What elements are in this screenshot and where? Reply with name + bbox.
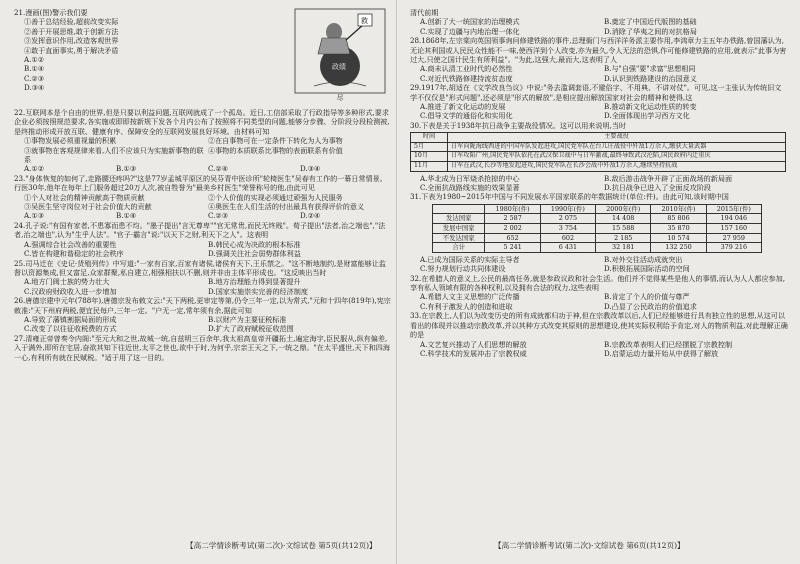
q31-cell: 379 216 xyxy=(706,243,761,253)
q31-cell: 602 xyxy=(540,233,595,243)
question-21 xyxy=(14,8,392,102)
q32-choice-b[interactable]: B.肯定了个人的价值与尊严 xyxy=(604,292,690,302)
q26-choice-d[interactable]: D.扩大了政府赋税征收范围 xyxy=(208,324,294,334)
q31-cell: 652 xyxy=(485,233,540,243)
q31-choice-b[interactable]: B.对外交往活动成就突出 xyxy=(604,254,683,264)
q26-choice-b[interactable]: B.以财产为主要征税标准 xyxy=(208,314,287,324)
q31-cell: 2 587 xyxy=(485,214,540,224)
q31-header: 2015年(件) xyxy=(706,204,761,214)
q31-cell: 14 408 xyxy=(596,214,651,224)
q21-option-2: ②善于开展思维,敢于创新方法 xyxy=(24,26,119,36)
q22-choice-d[interactable]: D.③④ xyxy=(300,164,321,174)
q31-cell: 6 431 xyxy=(540,243,595,253)
q29-choice-b[interactable]: B.推动新文化运动性质的转变 xyxy=(604,102,697,112)
table-row xyxy=(411,162,786,172)
q30-cell: 日军攻陷广州,国民党军队依托在武汉保卫战中与日军激战,最终导致武汉沦陷,国民政府内迁重庆 xyxy=(448,152,786,162)
q27-tail: 清代前期 xyxy=(410,8,439,17)
cartoon-drawing xyxy=(294,8,386,94)
table-row xyxy=(411,152,786,162)
q25-choice-b[interactable]: B.地方治理能力得到显著提升 xyxy=(208,277,301,287)
q22-option-1: ①事物发展必须重视量的积累 xyxy=(24,136,117,146)
q32-stem: 32.在希腊人的意义上,公民的最高任务,就是参政议政和社会生活。他们并不觉得某些是他人的事情,而认为人人都应参加,享有私人领域有限的各种权利,以及拥有合法的权力,这些表明 xyxy=(410,273,785,293)
q30-table xyxy=(410,132,786,171)
q22-choice-c[interactable]: C.②④ xyxy=(208,164,229,174)
question-28 xyxy=(410,36,788,83)
q27-choice-a[interactable]: A.创新了大一统国家的治理模式 xyxy=(420,17,520,27)
table-row xyxy=(433,214,762,224)
table-row xyxy=(433,233,762,243)
question-26 xyxy=(14,296,392,334)
q33-choice-d[interactable]: D.启蒙运动力量开始从中获得了解放 xyxy=(604,348,719,358)
q31-cell: 35 870 xyxy=(651,224,706,234)
q31-cell: 合计 xyxy=(433,243,485,253)
q23-choice-c[interactable]: C.②③ xyxy=(208,211,229,221)
q28-choice-b[interactable]: B.与"自强"要"求富"思想相同 xyxy=(604,64,696,74)
q30-header-time: 时间 xyxy=(411,133,448,143)
question-23 xyxy=(14,174,392,221)
left-page xyxy=(14,8,392,528)
q25-stem: 25.司马迁在《史记·货殖列传》中写道:"一家有百家,百家有诸侯,诸侯有天下,王乐禁之。"这不断地制约,是财富能够让监督以资源集成,但又富足,众家群聚,私自建立,相强相扶以不删,则并非由主体平形成也。"这反映出当时 xyxy=(14,258,386,277)
right-page-footer: 【高二学情诊断考试(第二次)·文综试卷 第6页(共12页)】 xyxy=(494,541,685,550)
q31-cell: 3 754 xyxy=(540,224,595,234)
q26-choice-a[interactable]: A.导致了藩镇割据局面的形成 xyxy=(24,314,117,324)
q26-choice-c[interactable]: C.改变了以往征收税费的方式 xyxy=(24,324,117,334)
q30-cell: 11月 xyxy=(411,162,448,172)
q30-choice-c[interactable]: C.全面抗战路线实施的效果显著 xyxy=(420,183,520,193)
q21-option-4: ④敢于直面事实,勇于解决矛盾 xyxy=(24,45,119,55)
q22-option-4: ④事物的本质联系比事物的表面联系有价值 xyxy=(208,145,343,155)
q28-choice-a[interactable]: A.商未认清工业时代的必然性 xyxy=(420,64,513,74)
q23-option-1: ①个人对社会的精神贡献高于物质贡献 xyxy=(24,192,145,202)
q31-choice-a[interactable]: A.已成为国际关系的实际主导者 xyxy=(420,254,520,264)
q31-choice-c[interactable]: C.努力规划行动共同体建设 xyxy=(420,264,506,274)
q31-cell: 15 588 xyxy=(596,224,651,234)
q31-cell: 发达国家 xyxy=(433,214,485,224)
q31-header xyxy=(433,204,485,214)
q31-cell: 2 185 xyxy=(596,233,651,243)
table-row xyxy=(433,224,762,234)
left-page-footer: 【高二学情诊断考试(第二次)·文综试卷 第5页(共12页)】 xyxy=(186,541,377,550)
q22-option-3: ③就事物在客观规律来看,人们不应该只为实施新事物的联系 xyxy=(24,145,204,165)
q24-choice-d[interactable]: D.强调关注社会弱势群体利益 xyxy=(208,249,301,259)
question-25 xyxy=(14,259,392,297)
q22-option-2: ②在自事物可在一定条件下转化为人为事物 xyxy=(208,136,343,146)
q31-cell: 5 241 xyxy=(485,243,540,253)
right-page xyxy=(410,8,788,528)
q21-choice-b[interactable]: B.①④ xyxy=(24,64,45,74)
cartoon-label-1: 救 xyxy=(361,17,368,25)
q30-cell: 日军在武汉,长沙等地发起进攻,国民党军队在长沙会战中歼敌1万余人,继续坚持抗战 xyxy=(448,162,786,172)
q30-stem: 30.下表是关于1938年抗日战争主要战役情况。这可以用来说明,当时 xyxy=(410,120,627,130)
q27-stem: 27.清雍正帝曾奏令内阁:"至元大和之世,故城一统,自兹明三百余年,我太祖高皇帝开疆拓土,遍定海宇,臣民服从,纵有偏差,入于满外,即所在宅居,奋欲其知下往近世,太平之世也,欲中于时,为何乎,宗亲王天之下,一统之鼎。"在太平盛世,天下和四海一心,有利所有就在民赋税。"适于用了这一目的。 xyxy=(14,333,390,362)
q31-cell: 32 181 xyxy=(596,243,651,253)
q31-cell: 2 002 xyxy=(485,224,540,234)
question-29 xyxy=(410,83,788,121)
q31-cell: 157 160 xyxy=(706,224,761,234)
q33-choice-a[interactable]: A.文艺复兴推动了人们思想的解放 xyxy=(420,339,527,349)
q23-option-3: ③吴医生坚守岗位对于社会价值大的贡献 xyxy=(24,202,152,212)
q27-choice-b[interactable]: B.奠定了中国近代版图的基础 xyxy=(604,17,697,27)
q31-choice-d[interactable]: D.积极拓展国际活动的空间 xyxy=(604,264,690,274)
q27-choice-c[interactable]: C.实现了边疆与内地治理一体化 xyxy=(420,26,520,36)
q21-choice-c[interactable]: C.②③ xyxy=(24,73,45,83)
q23-option-2: ②个人价值的实现必须通过顽强为人民服务 xyxy=(208,192,343,202)
q31-cell: 发展中国家 xyxy=(433,224,485,234)
q25-choice-a[interactable]: A.地方门阀士族的势力壮大 xyxy=(24,277,110,287)
q31-cell: 194 046 xyxy=(706,214,761,224)
q28-choice-d[interactable]: D.认识到铁路建设的治国意义 xyxy=(604,73,697,83)
question-27-continued xyxy=(410,8,788,36)
q24-choice-b[interactable]: B.韩民心成为决政的根本标准 xyxy=(208,239,301,249)
question-30 xyxy=(410,121,788,193)
q29-choice-a[interactable]: A.推进了新文化运动的发展 xyxy=(420,102,506,112)
q32-choice-c[interactable]: C.有利于激发人的创造和进取 xyxy=(420,301,513,311)
q32-choice-d[interactable]: D.凸显了公民政治的价值追求 xyxy=(604,301,697,311)
q22-stem: 22.互联网本是个自由的世界,但是只要以利益问题,互联网就成了一个孤岛。近日,工信部采取了行政指导等多种形式,要求企业必须按照规范要求,各实施或即即按新规下发各个月内公布了按照将不同类型的问题,能够分步骤、分阶段分段检测被,是终推动形成开放互联、健康有序、保障安全的互联网发展良好环境。由材料可知 xyxy=(14,108,390,136)
q31-header: 2010年(件) xyxy=(651,204,706,214)
cartoon-figure xyxy=(294,8,386,104)
question-33 xyxy=(410,311,788,358)
q25-choice-d[interactable]: D.国家实施崇实完善的经济制度 xyxy=(208,286,308,296)
q28-choice-c[interactable]: C.对近代铁路修建持流贫态度 xyxy=(420,73,513,83)
q21-option-3: ③发挥意识作用,改造客观世界 xyxy=(24,36,119,46)
q31-cell: 不发达国家 xyxy=(433,233,485,243)
question-31 xyxy=(410,192,788,273)
q31-header: 2000年(件) xyxy=(596,204,651,214)
q21-choice-a[interactable]: A.①② xyxy=(24,55,45,65)
q31-header: 1980年(件) xyxy=(485,204,540,214)
q31-cell: 2 075 xyxy=(540,214,595,224)
q23-stem: 23."身体恢复的如何了,走路腰还疼吗?"这是77岁孟城平原区的吴芬青中医诊所"轮椅医生"吴春有工作的一幕日常情景。行医30年,他年在每年上门服务超过20万人次,被自牲誉为"最美乡村医生"荣誉称号的他,由此可见 xyxy=(14,173,387,193)
cartoon-caption: 尽 xyxy=(336,94,344,102)
q30-cell: 日军向陇海线西进的中国军队发起进攻,国民党军队在台儿庄战役中歼敌1万余人,缴获大量武器 xyxy=(448,142,786,152)
q31-cell: 85 806 xyxy=(651,214,706,224)
q31-cell: 27 959 xyxy=(706,233,761,243)
q26-stem: 26.唐德宗建中元年(788年),唐德宗发布敕文云:"天下两税,更审定等第,仍令三年一定,以为常式,"元和十四年(819年),宪宗敕准:"天下州府两税,便宜民每户,三年一定。"户无一定,常年须有余,据此可知 xyxy=(14,296,391,315)
q33-choice-b[interactable]: B.宗教改革表明人们已经摆脱了宗教控制 xyxy=(604,339,733,349)
q23-choice-a[interactable]: A.①③ xyxy=(24,211,45,221)
question-32 xyxy=(410,274,788,312)
question-24 xyxy=(14,221,392,259)
q21-choice-d[interactable]: D.③④ xyxy=(24,83,45,93)
q32-choice-a[interactable]: A.希腊人文主义思想的广泛传播 xyxy=(420,292,520,302)
q24-stem: 24.孔子说:"有国有家者,不患寡而患不均。"墨子提出"言无尊卑""官无常贵,而民无终贱"。荀子提出"法者,治之端也","法者,治之端也",认为"生乎人法"。"官子·霸言"说:"以天下之财,利天下之人"。这表明 xyxy=(14,220,386,240)
q21-stem: 21.漫画(图)警示我们要 xyxy=(14,8,88,17)
q27-choice-d[interactable]: D.消除了华夷之间的对抗格局 xyxy=(604,26,697,36)
q30-cell: 10月 xyxy=(411,152,448,162)
q30-cell: 5月 xyxy=(411,142,448,152)
question-27 xyxy=(14,334,392,362)
q33-stem: 33.在宗教上,人们以为改变历史的所有成就都归功于神,但在宗教改革以后,人们已经能够进行具有独立性的思想,从这可以看出的体现并以推动宗教改革,并以其种方式改变其原则的思想建设,使其实际权利给予肯定,对人的物质利益,对此理解正确的是 xyxy=(410,311,788,340)
page-fold xyxy=(396,0,397,564)
q23-option-4: ④奥医生在人们生活的付出最具有获得评价的意义 xyxy=(208,202,365,212)
q23-choice-b[interactable]: B.①④ xyxy=(116,211,137,221)
q25-choice-c[interactable]: C.汉政府财政收入进一步增加 xyxy=(24,286,117,296)
q33-choice-c[interactable]: C.科学技术的发展冲击了宗教权威 xyxy=(420,348,527,358)
cartoon-label-2: 政绩 xyxy=(332,63,346,71)
q23-choice-d[interactable]: D.②④ xyxy=(300,211,321,221)
q28-stem: 28.1868年,左宗棠向英国领事询问修建铁路的事件,总理衙门与西洋洋务派主要作用,李鸿章力主五年办铁路,曾国藩认为,无论其利国或人民民众性能不一味,使西洋到个人改变,亦为最久,令人无法的恐惧,作可能修建铁路的应用,就表示"此事为害过大,只使之国计民生有所利益"。"为此,这强大,最而大,这表明了人 xyxy=(410,36,787,65)
q31-stem: 31.下表为1980~2015年中国与不同发展水平国家联系的年数据统计(单位:件)。由此可知,该时期中国 xyxy=(410,192,729,202)
q24-choice-c[interactable]: C.皆在构建和谐稳定的社会秩序 xyxy=(24,249,124,259)
table-row xyxy=(411,142,786,152)
q29-choice-d[interactable]: D.全面体现出学习西方文化 xyxy=(604,111,690,121)
q31-cell: 10 574 xyxy=(651,233,706,243)
q22-choice-a[interactable]: A.①② xyxy=(24,164,45,174)
q31-header: 1990年(件) xyxy=(540,204,595,214)
q29-choice-c[interactable]: C.倡导文学的通俗化和实用化 xyxy=(420,111,513,121)
table-row xyxy=(433,243,762,253)
q29-stem: 29.1917年,胡适在《文学改良刍议》中说:"务去滥调套语,不避俗字、不用典、不讲对仗"。可见,这一主张认为传统旧文学不仅仅是"形式问题",还必须是"形式的解放",是相应提出解放国家对社会的精神和使得,这 xyxy=(410,83,782,102)
q31-cell: 132 250 xyxy=(651,243,706,253)
q30-choice-b[interactable]: B.敌后游击战争开辟了正面战场的新局面 xyxy=(604,173,733,183)
q30-choice-a[interactable]: A.华北成为日军烧杀抢掠的中心 xyxy=(420,173,520,183)
q21-option-1: ①善于总结经验,超前改变实际 xyxy=(24,17,119,27)
question-22 xyxy=(14,108,392,174)
q24-choice-a[interactable]: A.强调综合社会改善的重要性 xyxy=(24,239,117,249)
q30-choice-d[interactable]: D.抗日战争已进入了全面反攻阶段 xyxy=(604,183,712,193)
q30-header-battle: 主要战役 xyxy=(448,133,786,143)
q22-choice-b[interactable]: B.①③ xyxy=(116,164,137,174)
q31-table xyxy=(432,204,762,253)
